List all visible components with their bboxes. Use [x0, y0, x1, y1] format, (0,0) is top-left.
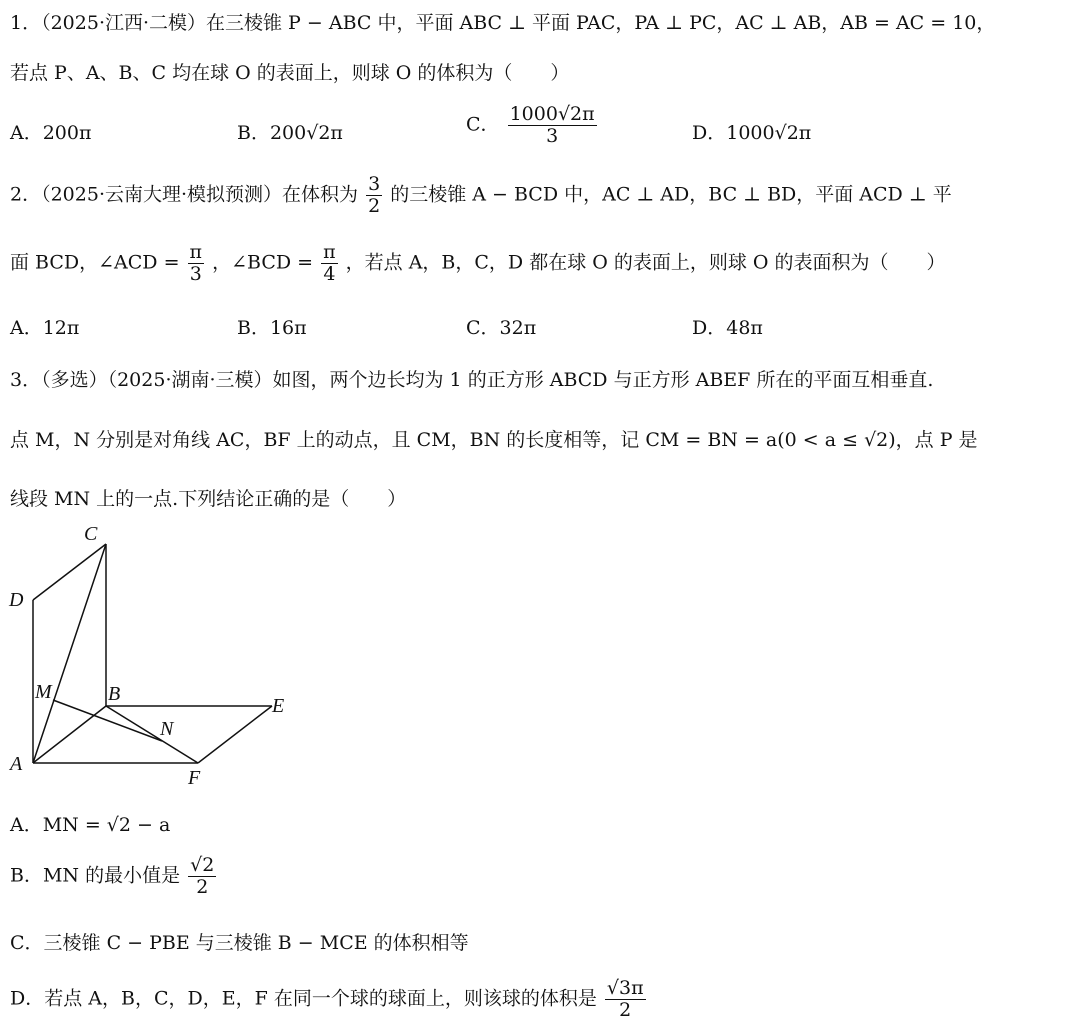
q1-option-a[interactable]: A．200π — [10, 122, 92, 144]
q2-option-c[interactable]: C．32π — [466, 317, 537, 339]
segment-AB — [33, 706, 106, 763]
diagonal-AC — [33, 544, 106, 763]
q3-option-b[interactable] — [10, 855, 218, 898]
label-F: F — [188, 767, 201, 789]
fraction-numerator: π — [189, 241, 203, 263]
q2-stem-line1 — [10, 174, 952, 217]
q3-option-c[interactable]: C．三棱锥 C − PBE 与三棱锥 B − MCE 的体积相等 — [10, 932, 469, 954]
q3-option-b-text: B．MN 的最小值是 — [10, 864, 181, 887]
label-D: D — [9, 589, 24, 611]
q2-option-d[interactable]: D．48π — [692, 317, 763, 339]
label-A: A — [10, 753, 23, 775]
fraction-denominator: 2 — [196, 875, 209, 898]
q2-volume-fraction — [366, 174, 382, 217]
q2-text: 的三棱锥 A − BCD 中，AC ⊥ AD，BC ⊥ BD，平面 ACD ⊥ 平 — [390, 183, 952, 206]
q3-stem-line1: 3．（多选）（2025·湖南·三模）如图，两个边长均为 1 的正方形 ABCD 与正方形 ABEF 所在的平面互相垂直. — [10, 369, 934, 391]
q3-option-d-text: D．若点 A，B，C，D，E，F 在同一个球的球面上，则该球的体积是 — [10, 987, 597, 1010]
q1-stem-line1: 1．（2025·江西·二模）在三棱锥 P − ABC 中，平面 ABC ⊥ 平面 PAC，PA ⊥ PC，AC ⊥ AB，AB = AC = 10， — [10, 12, 996, 34]
fraction-numerator: π — [323, 241, 336, 263]
q1-stem-line2: 若点 P、A、B、C 均在球 O 的表面上，则球 O 的体积为（ ） — [10, 62, 570, 84]
fraction-numerator: 3 — [368, 173, 381, 195]
q3-option-b-fraction — [188, 855, 216, 898]
q3-option-d[interactable] — [10, 978, 648, 1021]
fraction-denominator: 3 — [546, 124, 559, 147]
q1-option-c-fraction — [508, 104, 597, 147]
q2-angle1-fraction — [188, 242, 205, 285]
q3-geometry-figure — [0, 520, 300, 790]
label-C: C — [84, 523, 98, 545]
q3-stem-line2: 点 M，N 分别是对角线 AC，BF 上的动点，且 CM，BN 的长度相等，记 CM = BN = a(0 < a ≤ √2)，点 P 是 — [10, 429, 978, 451]
fraction-numerator: √3π — [606, 977, 644, 999]
label-M: M — [35, 681, 52, 703]
fraction-numerator: √2 — [190, 854, 215, 876]
q2-text: ，∠BCD = — [212, 251, 314, 274]
q2-text: ，若点 A，B，C，D 都在球 O 的表面上，则球 O 的表面积为（ ） — [345, 251, 946, 274]
fraction-denominator: 2 — [368, 194, 381, 217]
q1-option-b[interactable]: B．200√2π — [237, 122, 343, 144]
q2-option-b[interactable]: B．16π — [237, 317, 307, 339]
q3-option-d-fraction — [605, 978, 646, 1021]
q2-text: 面 BCD，∠ACD = — [10, 251, 180, 274]
q2-option-a[interactable]: A．12π — [10, 317, 80, 339]
diagonal-BF — [106, 706, 198, 763]
fraction-denominator: 2 — [619, 998, 632, 1021]
label-B: B — [108, 683, 121, 705]
q3-stem-line3: 线段 MN 上的一点.下列结论正确的是（ ） — [10, 488, 407, 510]
q1-option-d[interactable]: D．1000√2π — [692, 122, 812, 144]
q2-angle2-fraction — [321, 242, 338, 285]
q3-option-a[interactable]: A．MN = √2 − a — [10, 814, 171, 836]
q1-option-c[interactable] — [466, 104, 599, 147]
edge-DC — [33, 544, 106, 600]
fraction-numerator: 1000√2π — [509, 103, 595, 125]
q1-option-c-label: C． — [466, 113, 500, 136]
q2-text: 2．（2025·云南大理·模拟预测）在体积为 — [10, 183, 359, 206]
fraction-denominator: 3 — [189, 262, 202, 285]
label-N: N — [160, 718, 174, 740]
fraction-denominator: 4 — [323, 262, 336, 285]
edge-FE — [198, 706, 272, 763]
label-E: E — [272, 695, 285, 717]
q2-stem-line2 — [10, 242, 946, 285]
